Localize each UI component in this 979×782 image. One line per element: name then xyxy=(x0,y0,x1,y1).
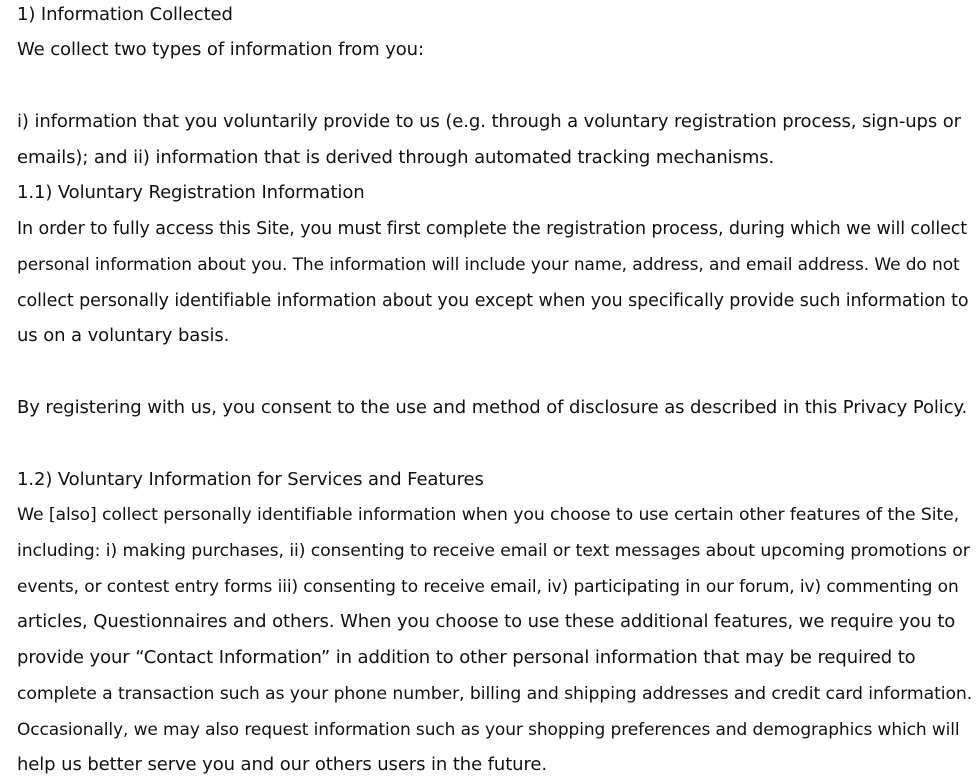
paragraph-line: collect personally identifiable information about you except when you specifically provide such information to xyxy=(17,291,969,311)
paragraph-line: We [also] collect personally identifiable information when you choose to use certain other features of the Site, xyxy=(17,505,959,525)
paragraph-line: events, or contest entry forms iii) consenting to receive email, iv) participating in our forum, iv) commenting on xyxy=(17,577,959,597)
paragraph-line: emails); and ii) information that is derived through automated tracking mechanisms. xyxy=(17,147,775,168)
paragraph-line: By registering with us, you consent to the use and method of disclosure as described in this Privacy Policy. xyxy=(17,397,968,418)
paragraph-line: personal information about you. The information will include your name, address, and email address. We do not xyxy=(17,255,960,275)
paragraph-line: including: i) making purchases, ii) consenting to receive email or text messages about upcoming promotions or xyxy=(17,541,970,561)
paragraph-line: us on a voluntary basis. xyxy=(17,325,230,346)
paragraph-line: In order to fully access this Site, you must first complete the registration process, during which we will collect xyxy=(17,219,968,239)
section-heading: 1.1) Voluntary Registration Information xyxy=(17,182,365,203)
paragraph-line: provide your “Contact Information” in addition to other personal information that may be required to xyxy=(17,647,916,668)
paragraph-line: complete a transaction such as your phone number, billing and shipping addresses and credit card information. xyxy=(17,684,973,704)
paragraph-line: i) information that you voluntarily provide to us (e.g. through a voluntary registration process, sign-ups or xyxy=(17,111,961,132)
paragraph-line: articles, Questionnaires and others. When you choose to use these additional features, we require you to xyxy=(17,611,956,632)
paragraph-line: Occasionally, we may also request information such as your shopping preferences and demographics which will xyxy=(17,720,960,740)
paragraph-line: We collect two types of information from you: xyxy=(17,39,424,60)
paragraph-line: help us better serve you and our others users in the future. xyxy=(17,754,547,775)
section-heading: 1.2) Voluntary Information for Services and Features xyxy=(17,469,484,490)
section-heading: 1) Information Collected xyxy=(17,4,233,25)
